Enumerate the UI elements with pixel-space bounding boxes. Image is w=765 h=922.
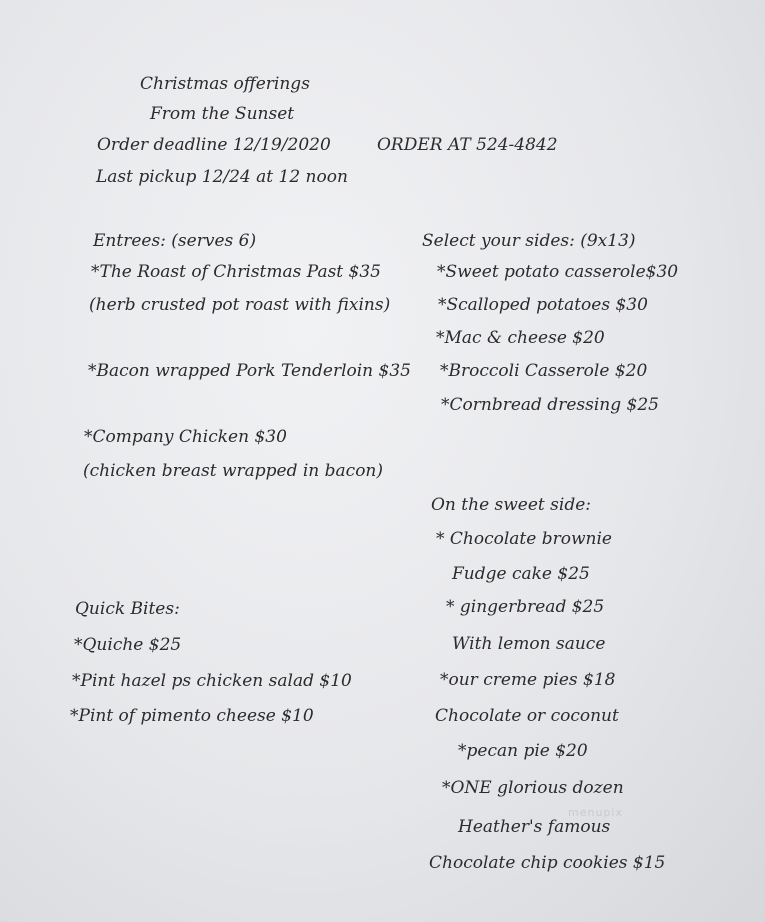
entree-roast-description: (herb crusted pot roast with fixins) xyxy=(89,295,391,315)
sweet-cookies: *ONE glorious dozen xyxy=(442,778,624,798)
sweets-heading: On the sweet side: xyxy=(431,495,591,515)
entree-pork: *Bacon wrapped Pork Tenderloin $35 xyxy=(88,361,411,381)
side-sweet-potato: *Sweet potato casserole$30 xyxy=(437,262,679,282)
side-mac-cheese: *Mac & cheese $20 xyxy=(436,328,605,348)
quick-bite-quiche: *Quiche $25 xyxy=(74,635,182,655)
quick-bite-chicken-salad: *Pint hazel ps chicken salad $10 xyxy=(72,671,352,691)
sweet-gingerbread-detail: With lemon sauce xyxy=(452,634,606,654)
header-subtitle: From the Sunset xyxy=(150,104,295,124)
entrees-heading: Entrees: (serves 6) xyxy=(93,231,257,251)
watermark: menupix xyxy=(568,806,623,819)
sweet-pecan-pie: *pecan pie $20 xyxy=(458,741,588,761)
sweet-cookies-price: Chocolate chip cookies $15 xyxy=(429,853,666,873)
sweet-creme-pies: *our creme pies $18 xyxy=(440,670,616,690)
order-phone: ORDER AT 524-4842 xyxy=(377,135,558,155)
side-scalloped: *Scalloped potatoes $30 xyxy=(438,295,648,315)
last-pickup: Last pickup 12/24 at 12 noon xyxy=(96,167,348,187)
sweet-brownie-detail: Fudge cake $25 xyxy=(452,564,590,584)
sweet-cookies-detail: Heather's famous xyxy=(458,817,611,837)
entree-chicken: *Company Chicken $30 xyxy=(84,427,287,447)
side-cornbread: *Cornbread dressing $25 xyxy=(441,395,659,415)
side-broccoli: *Broccoli Casserole $20 xyxy=(440,361,648,381)
sweet-brownie: * Chocolate brownie xyxy=(436,529,612,549)
entree-roast: *The Roast of Christmas Past $35 xyxy=(91,262,381,282)
quick-bite-pimento: *Pint of pimento cheese $10 xyxy=(70,706,314,726)
sweet-creme-pies-detail: Chocolate or coconut xyxy=(435,706,619,726)
order-deadline: Order deadline 12/19/2020 xyxy=(97,135,331,155)
sweet-gingerbread: * gingerbread $25 xyxy=(446,597,605,617)
sides-heading: Select your sides: (9x13) xyxy=(422,231,636,251)
entree-chicken-description: (chicken breast wrapped in bacon) xyxy=(83,461,384,481)
header-title: Christmas offerings xyxy=(140,74,310,94)
quick-bites-heading: Quick Bites: xyxy=(75,599,180,619)
